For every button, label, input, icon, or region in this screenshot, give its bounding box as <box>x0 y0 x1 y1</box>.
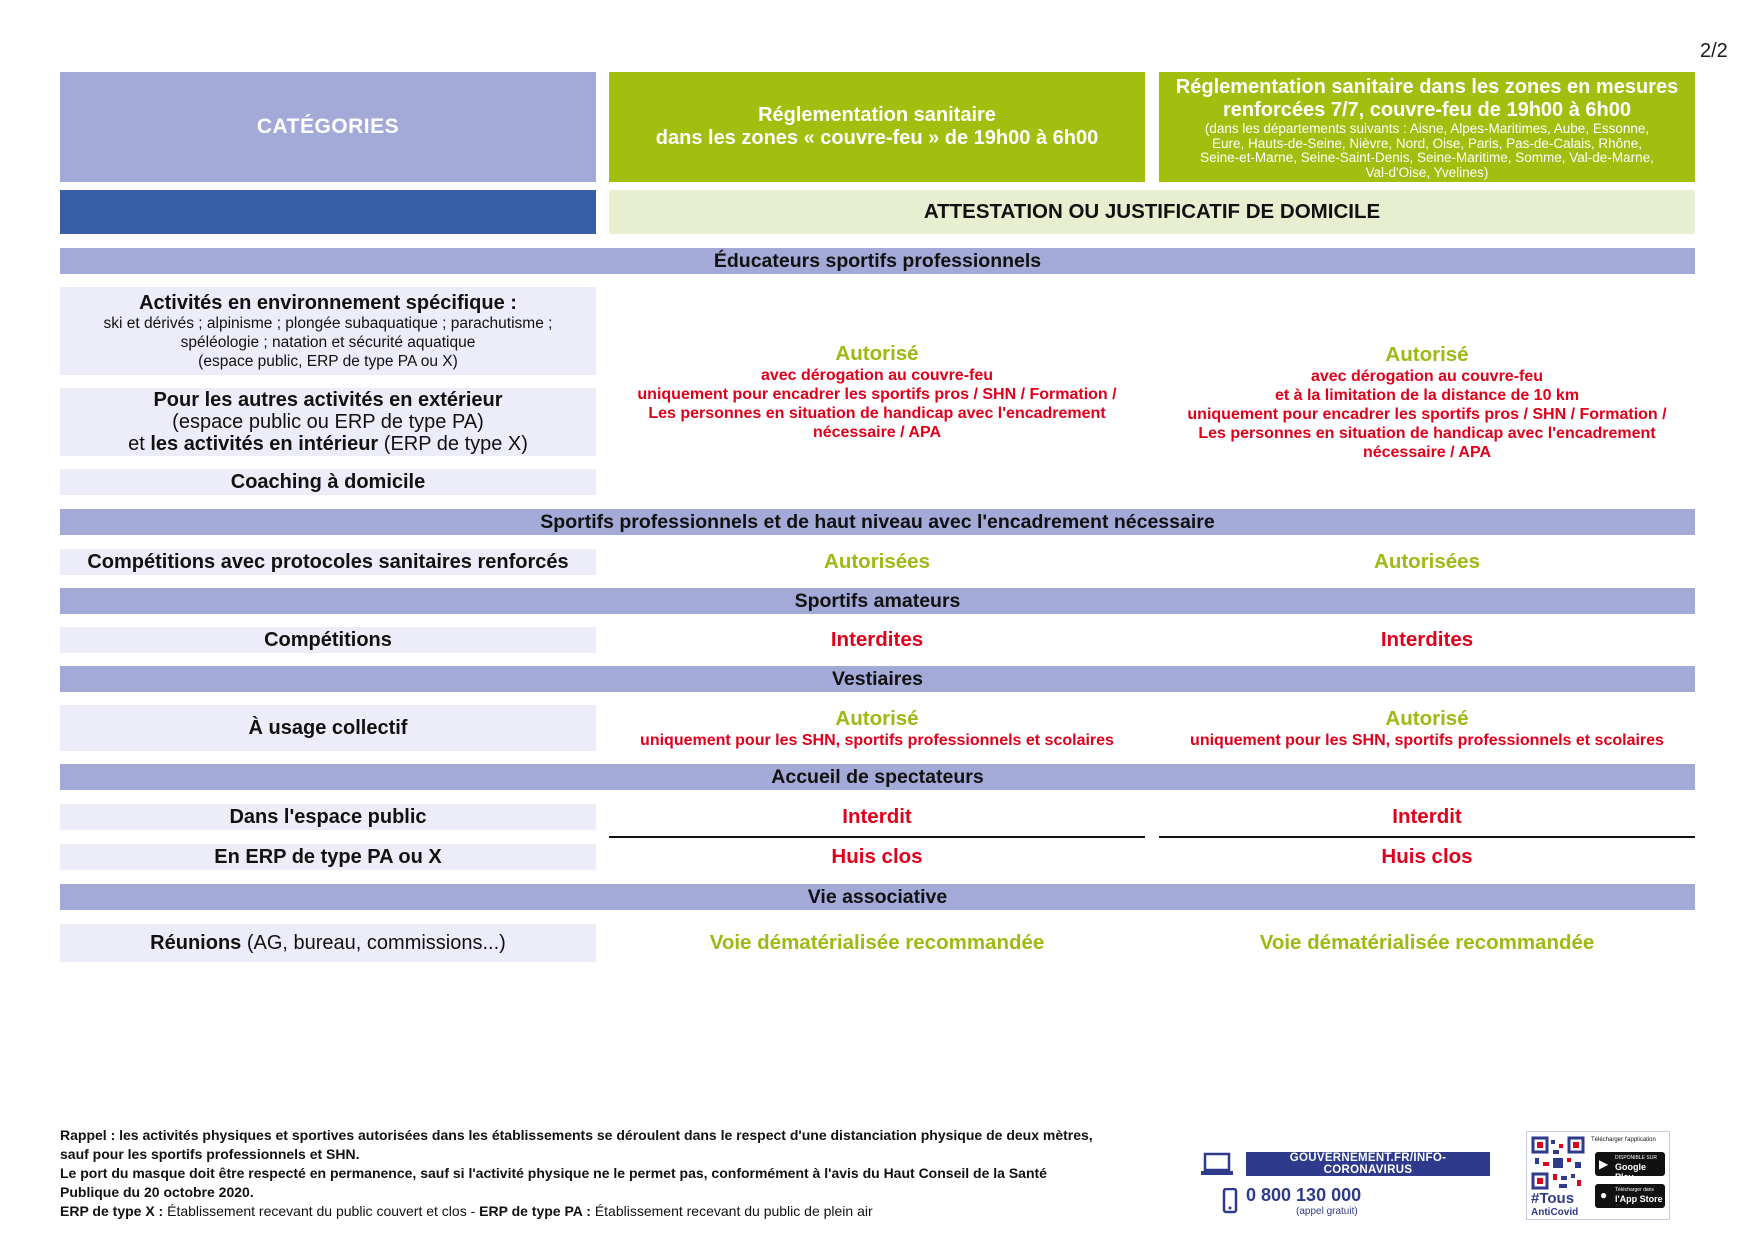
google-play-button[interactable] <box>1595 1152 1665 1182</box>
row-competitions-pro <box>60 549 596 575</box>
section-spectateurs <box>60 764 1695 790</box>
tous-label: #Tous <box>1531 1190 1575 1207</box>
col1-header-line2: dans les zones « couvre-feu » de 19h00 à 6h00 <box>655 127 1099 149</box>
google-play-icon: ▶ <box>1599 1157 1609 1171</box>
row-reunions <box>60 924 596 962</box>
col1-vestiaires <box>609 705 1145 751</box>
col2-comp <box>1159 627 1695 653</box>
erp-pa-x-label: En ERP de type PA ou X <box>214 846 442 868</box>
app-store-small: Télécharger dans <box>1615 1187 1654 1193</box>
autres-line2: (espace public ou ERP de type PA) <box>172 411 484 433</box>
erp-x-text: Établissement recevant du public couvert et clos - <box>167 1203 476 1219</box>
section-educateurs-label: Éducateurs sportifs professionnels <box>713 249 1042 272</box>
col1-educ-l1: avec dérogation au couvre-feu <box>760 367 994 384</box>
section-vestiaires <box>60 666 1695 692</box>
col1-comp-status: Interdites <box>830 628 924 651</box>
reunions-bold: Réunions <box>150 932 242 954</box>
col2-spect-public-status: Interdit <box>1392 805 1462 828</box>
col1-vest-detail: uniquement pour les SHN, sportifs professionnels et scolaires <box>640 731 1114 749</box>
col1-educ-l4: nécessaire / APA <box>812 424 942 441</box>
env-title: Activités en environnement spécifique : <box>139 291 517 314</box>
col2-header-dept1: (dans les départements suivants : Aisne, Alpes-Maritimes, Aube, Essonne, <box>1204 121 1650 136</box>
usage-collectif-label: À usage collectif <box>248 717 408 739</box>
col1-spect-erp-status: Huis clos <box>831 845 923 868</box>
section-amateurs <box>60 588 1695 614</box>
col2-educ-status: Autorisé <box>1385 342 1469 366</box>
masque-l2: Publique du 20 octobre 2020. <box>60 1184 254 1200</box>
col2-header-dept4: Val-d'Oise, Yvelines) <box>1365 164 1489 180</box>
row-usage-collectif <box>60 705 596 751</box>
autres-end: (ERP de type X) <box>383 433 528 455</box>
row-espace-public <box>60 804 596 830</box>
col2-divider <box>1159 836 1695 838</box>
phone-note: (appel gratuit) <box>1296 1206 1358 1217</box>
row-env-specifique <box>60 287 596 375</box>
col1-educ-status: Autorisé <box>835 342 919 365</box>
col2-vest-detail: uniquement pour les SHN, sportifs professionnels et scolaires <box>1190 731 1664 749</box>
attestation-left-bar <box>60 190 596 234</box>
col2-header-line2: renforcées 7/7, couvre-feu de 19h00 à 6h00 <box>1223 99 1631 121</box>
section-associative-label: Vie associative <box>807 885 948 908</box>
col1-educateurs-cell <box>609 330 1145 454</box>
competitions-label: Compétitions <box>264 629 392 651</box>
col1-spect-public <box>609 804 1145 830</box>
google-play-small: DISPONIBLE SUR <box>1615 1155 1657 1161</box>
section-spectateurs-label: Accueil de spectateurs <box>771 765 984 788</box>
page-number: 2/2 <box>1700 40 1728 62</box>
col1-comp-pro <box>609 549 1145 575</box>
attestation-label: ATTESTATION OU JUSTIFICATIF DE DOMICILE <box>923 200 1381 223</box>
row-coaching <box>60 469 596 495</box>
apple-icon: ● <box>1600 1188 1608 1202</box>
erp-pa-text: Établissement recevant du public de plein air <box>594 1203 873 1219</box>
col2-reunions <box>1159 924 1695 962</box>
coaching-label: Coaching à domicile <box>230 471 426 493</box>
espace-public-label: Dans l'espace public <box>229 806 427 828</box>
gouv-link[interactable] <box>1246 1152 1490 1176</box>
rappel-l2: sauf pour les sportifs professionnels et SHN. <box>60 1146 360 1162</box>
app-download: Télécharger l'application <box>1591 1137 1656 1143</box>
col2-educ-l5: nécessaire / APA <box>1362 443 1492 461</box>
reunions-rest: (AG, bureau, commissions...) <box>246 932 506 954</box>
col2-educateurs-cell <box>1159 328 1695 476</box>
col1-reunions <box>609 924 1145 962</box>
section-sportifs-pro-label: Sportifs professionnels et de haut niveau avec l'encadrement nécessaire <box>540 510 1215 533</box>
gouv-url: GOUVERNEMENT.FR/INFO-CORONAVIRUS <box>1289 1152 1447 1176</box>
phone-number: 0 800 130 000 <box>1246 1185 1362 1205</box>
competitions-pro-label: Compétitions avec protocoles sanitaires renforcés <box>87 551 569 573</box>
autres-et: et <box>128 433 145 455</box>
row-erp-pa-x <box>60 844 596 870</box>
col2-educ-l2: et à la limitation de la distance de 10 km <box>1274 386 1580 404</box>
env-line2: spéléologie ; natation et sécurité aquatique <box>180 333 476 351</box>
section-educateurs <box>60 248 1695 274</box>
col2-comp-pro <box>1159 549 1695 575</box>
erp-pa-label: ERP de type PA : <box>479 1203 591 1219</box>
col1-header-line1: Réglementation sanitaire <box>758 104 996 126</box>
col2-header-dept3: Seine-et-Marne, Seine-Saint-Denis, Seine-Maritime, Somme, Val-de-Marne, <box>1200 150 1654 165</box>
section-vestiaires-label: Vestiaires <box>831 667 924 690</box>
col2-spect-public <box>1159 804 1695 830</box>
section-sportifs-pro <box>60 509 1695 535</box>
col2-spect-erp <box>1159 844 1695 870</box>
laptop-icon <box>1200 1152 1234 1178</box>
col1-divider <box>609 836 1145 838</box>
col1-spect-erp <box>609 844 1145 870</box>
categories-label: CATÉGORIES <box>256 115 400 138</box>
phone-icon <box>1222 1188 1238 1214</box>
attestation-banner <box>609 190 1695 234</box>
categories-header <box>60 72 596 182</box>
col2-reunions-status: Voie dématérialisée recommandée <box>1259 931 1595 954</box>
row-competitions <box>60 627 596 653</box>
col2-comp-status: Interdites <box>1380 628 1474 651</box>
erp-x-label: ERP de type X : <box>60 1203 164 1219</box>
col2-header <box>1159 72 1695 182</box>
anticovid-label: AntiCovid <box>1531 1207 1579 1218</box>
col2-educ-l3: uniquement pour encadrer les sportifs pros / SHN / Formation / <box>1187 405 1667 423</box>
col1-spect-public-status: Interdit <box>842 805 912 828</box>
google-play-label: Google Play <box>1615 1162 1646 1182</box>
section-associative <box>60 884 1695 910</box>
masque-l1: Le port du masque doit être respecté en permanence, sauf si l'activité physique ne le permet pas, conformément à l'avis du Haut Conseil de la Santé <box>60 1165 1047 1181</box>
qr-code-icon <box>1531 1136 1585 1190</box>
col1-reunions-status: Voie dématérialisée recommandée <box>709 931 1045 954</box>
section-amateurs-label: Sportifs amateurs <box>794 589 961 612</box>
col2-vest-status: Autorisé <box>1385 706 1469 730</box>
col1-vest-status: Autorisé <box>835 706 919 730</box>
col2-vestiaires <box>1159 705 1695 751</box>
col1-educ-l2: uniquement pour encadrer les sportifs pros / SHN / Formation / <box>637 386 1117 403</box>
autres-title: Pour les autres activités en extérieur <box>153 389 503 411</box>
col2-header-line1: Réglementation sanitaire dans les zones en mesures <box>1175 76 1679 98</box>
col2-comp-pro-status: Autorisées <box>1374 550 1480 573</box>
col1-comp-pro-status: Autorisées <box>824 550 930 573</box>
rappel-l1: Rappel : les activités physiques et sportives autorisées dans les établissements se déroulent dans le respect d'une distanciation physique de deux mètres, <box>60 1127 1093 1143</box>
col2-header-dept2: Eure, Hauts-de-Seine, Nièvre, Nord, Oise, Paris, Pas-de-Calais, Rhône, <box>1212 135 1642 151</box>
col1-comp <box>609 627 1145 653</box>
row-autres-activites <box>60 388 596 456</box>
anticovid-box <box>1526 1131 1670 1220</box>
col1-educ-l3: Les personnes en situation de handicap avec l'encadrement <box>648 405 1106 422</box>
app-store-label: l'App Store <box>1615 1194 1663 1204</box>
col1-header <box>609 72 1145 182</box>
env-line1: ski et dérivés ; alpinisme ; plongée subaquatique ; parachutisme ; <box>103 314 553 332</box>
col2-educ-l4: Les personnes en situation de handicap avec l'encadrement <box>1198 424 1656 442</box>
autres-bold: les activités en intérieur <box>150 433 379 455</box>
col2-educ-l1: avec dérogation au couvre-feu <box>1310 367 1544 385</box>
env-line3: (espace public, ERP de type PA ou X) <box>198 352 458 370</box>
app-store-button[interactable] <box>1595 1184 1665 1208</box>
col2-spect-erp-status: Huis clos <box>1381 845 1473 868</box>
footer-notes <box>60 1126 1180 1221</box>
